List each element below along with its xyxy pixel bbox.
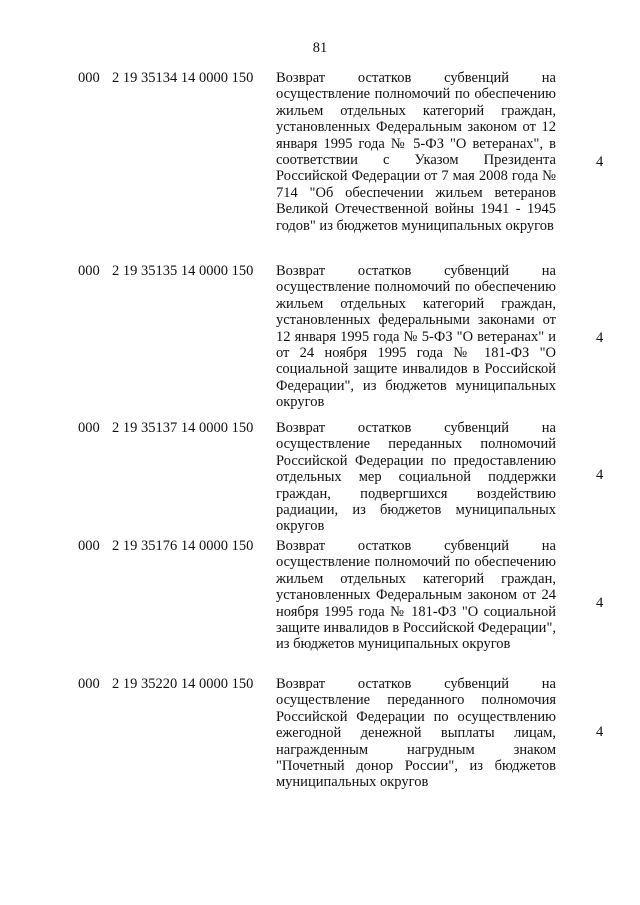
admin-code: 000 xyxy=(78,263,100,279)
budget-code: 2 19 35176 14 0000 150 xyxy=(112,538,254,554)
row-description: Возврат остатков субвенций на осуществление полномочий по обеспечению жильем отдельных категорий граждан, установленных Федеральным законом от 12 января 1995 года № 5-ФЗ "О ветеранах", в соответствии с Указом Президента Российской Федерации от 7 мая 2008 года № 714 "Об обеспечении жильем ветеранов Великой Отечественной войны 1941 - 1945 годов" из бюджетов муниципальных округов xyxy=(276,70,556,234)
budget-code: 2 19 35134 14 0000 150 xyxy=(112,70,254,86)
row-description: Возврат остатков субвенций на осуществление полномочий по обеспечению жильем отдельных категорий граждан, установленных федеральными законами от 12 января 1995 года № 5-ФЗ "О ветеранах" и от 24 ноября 1995 года № 181-ФЗ "О социальной защите инвалидов в Российской Федерации", из бюджетов муниципальных округов xyxy=(276,263,556,411)
row-amount: 4 xyxy=(596,154,604,170)
admin-code: 000 xyxy=(78,420,100,436)
admin-code: 000 xyxy=(78,70,100,86)
budget-code: 2 19 35220 14 0000 150 xyxy=(112,676,254,692)
row-amount: 4 xyxy=(596,467,604,483)
row-description: Возврат остатков субвенций на осуществление переданных полномочий Российской Федерации по предоставлению отдельных мер социальной поддержки граждан, подвергшихся воздействию радиации, из бюджетов муниципальных округов xyxy=(276,420,556,535)
page-number: 81 xyxy=(312,40,328,56)
budget-code: 2 19 35135 14 0000 150 xyxy=(112,263,254,279)
admin-code: 000 xyxy=(78,538,100,554)
row-amount: 4 xyxy=(596,595,604,611)
row-amount: 4 xyxy=(596,724,604,740)
admin-code: 000 xyxy=(78,676,100,692)
budget-code: 2 19 35137 14 0000 150 xyxy=(112,420,254,436)
row-description: Возврат остатков субвенций на осуществление переданного полномочия Российской Федерации по осуществлению ежегодной денежной выплаты лицам, награжденным нагрудным знаком "Почетный донор России", из бюджетов муниципальных округов xyxy=(276,676,556,791)
row-amount: 4 xyxy=(596,330,604,346)
row-description: Возврат остатков субвенций на осуществление полномочий по обеспечению жильем отдельных категорий граждан, установленных Федеральным законом от 24 ноября 1995 года № 181-ФЗ "О социальной защите инвалидов в Российской Федерации", из бюджетов муниципальных округов xyxy=(276,538,556,653)
